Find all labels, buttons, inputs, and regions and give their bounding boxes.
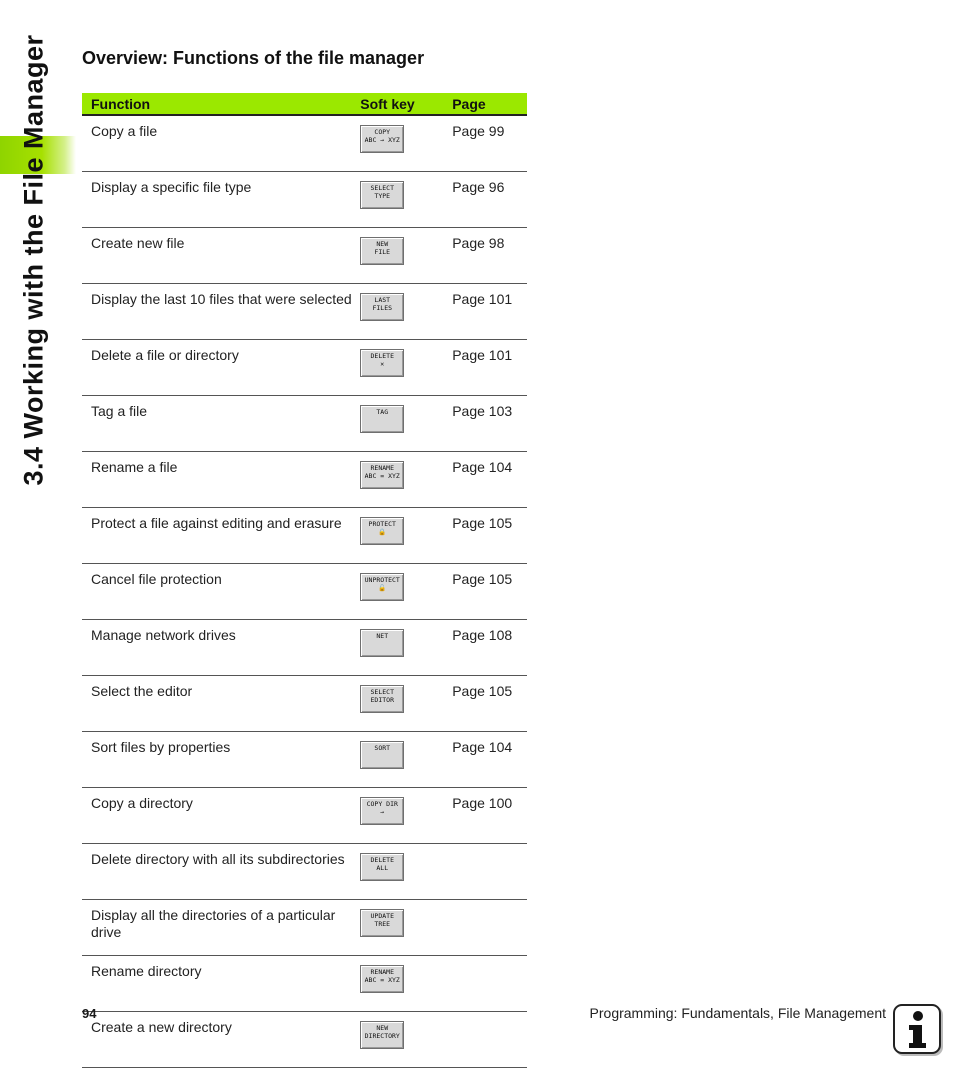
softkey-cell: [360, 115, 448, 172]
softkey-label-line1: COPY DIR: [366, 800, 398, 808]
softkey-label-line1: NET: [376, 632, 389, 640]
softkey-label-line2: →: [380, 808, 385, 816]
softkey-button[interactable]: [360, 573, 404, 601]
page-reference: Page 108: [448, 620, 527, 676]
softkey-cell: [360, 172, 448, 228]
softkey-cell: [360, 284, 448, 340]
table-row: [82, 284, 527, 340]
softkey-label-line1: DELETE: [370, 352, 394, 360]
softkey-label-line2: ALL: [376, 864, 389, 872]
softkey-label-line2: FILES: [372, 304, 393, 312]
function-cell: Display the last 10 files that were selected: [82, 284, 360, 340]
softkey-label-line2: EDITOR: [370, 696, 394, 704]
softkey-cell: [360, 676, 448, 732]
softkey-button[interactable]: [360, 853, 404, 881]
table-row: [82, 564, 527, 620]
softkey-cell: [360, 788, 448, 844]
table-row: [82, 1012, 527, 1068]
table-row: [82, 956, 527, 1012]
table-row: [82, 396, 527, 452]
function-cell: Rename directory: [82, 956, 360, 1012]
table-row: [82, 732, 527, 788]
function-cell: Cancel file protection: [82, 564, 360, 620]
softkey-cell: [360, 340, 448, 396]
function-cell: Manage network drives: [82, 620, 360, 676]
softkey-label-line2: 🔓: [378, 584, 387, 592]
softkey-label-line2: 🔒: [378, 528, 387, 536]
table-row: [82, 844, 527, 900]
function-cell: Display a specific file type: [82, 172, 360, 228]
table-row: [82, 115, 527, 172]
softkey-button[interactable]: [360, 685, 404, 713]
function-cell: Create a new directory: [82, 1012, 360, 1068]
function-cell: Delete directory with all its subdirectories: [82, 844, 360, 900]
softkey-label-line1: RENAME: [370, 968, 394, 976]
softkey-button[interactable]: [360, 349, 404, 377]
softkey-cell: [360, 396, 448, 452]
function-cell: Tag a file: [82, 396, 360, 452]
softkey-label-line1: UNPROTECT: [364, 576, 400, 584]
file-manager-functions-table: [82, 93, 527, 1068]
softkey-label-line1: SORT: [374, 744, 391, 752]
softkey-label-line1: PROTECT: [368, 520, 396, 528]
function-cell: Protect a file against editing and erasure: [82, 508, 360, 564]
softkey-label-line1: NEW: [376, 240, 389, 248]
softkey-button[interactable]: [360, 965, 404, 993]
softkey-label-line1: SELECT: [370, 184, 394, 192]
function-cell: Select the editor: [82, 676, 360, 732]
function-cell: Delete a file or directory: [82, 340, 360, 396]
table-row: [82, 172, 527, 228]
softkey-label-line2: DIRECTORY: [364, 1032, 400, 1040]
section-title: Overview: Functions of the file manager: [82, 48, 425, 68]
page-reference: Page 99: [448, 115, 527, 172]
table-row: [82, 676, 527, 732]
table-row: [82, 340, 527, 396]
softkey-label-line2: ABC = XYZ: [364, 976, 400, 984]
page-reference: [448, 956, 527, 1012]
softkey-cell: [360, 844, 448, 900]
header-function: Function: [82, 93, 360, 115]
softkey-button[interactable]: [360, 237, 404, 265]
function-cell: Display all the directories of a particular drive: [82, 900, 360, 956]
softkey-button[interactable]: [360, 125, 404, 153]
softkey-button[interactable]: [360, 741, 404, 769]
page-reference: Page 104: [448, 732, 527, 788]
softkey-label-line2: TYPE: [374, 192, 391, 200]
header-page: Page: [448, 93, 527, 115]
softkey-button[interactable]: [360, 1021, 404, 1049]
table-row: [82, 508, 527, 564]
table-row: [82, 900, 527, 956]
softkey-label-line1: RENAME: [370, 464, 394, 472]
table-header-row: [82, 93, 527, 115]
softkey-button[interactable]: [360, 461, 404, 489]
softkey-cell: [360, 620, 448, 676]
softkey-button[interactable]: [360, 909, 404, 937]
softkey-cell: [360, 228, 448, 284]
page-reference: Page 98: [448, 228, 527, 284]
softkey-button[interactable]: [360, 797, 404, 825]
function-cell: Copy a file: [82, 115, 360, 172]
page-reference: Page 103: [448, 396, 527, 452]
softkey-cell: [360, 1012, 448, 1068]
footer-text: Programming: Fundamentals, File Management: [589, 1005, 886, 1021]
page-reference: Page 105: [448, 676, 527, 732]
softkey-label-line1: NEW: [376, 1024, 389, 1032]
page-number: 94: [82, 1006, 97, 1021]
softkey-cell: [360, 956, 448, 1012]
chapter-side-title: 3.4 Working with the File Manager: [18, 34, 49, 486]
page-reference: Page 104: [448, 452, 527, 508]
softkey-button[interactable]: [360, 517, 404, 545]
table-row: [82, 620, 527, 676]
softkey-cell: [360, 564, 448, 620]
softkey-label-line2: ABC → XYZ: [364, 136, 400, 144]
page-reference: Page 101: [448, 284, 527, 340]
softkey-cell: [360, 732, 448, 788]
softkey-label-line1: TAG: [376, 408, 389, 416]
table-row: [82, 452, 527, 508]
softkey-label-line2: FILE: [374, 248, 391, 256]
function-cell: Create new file: [82, 228, 360, 284]
softkey-label-line1: SELECT: [370, 688, 394, 696]
softkey-label-line2: ABC = XYZ: [364, 472, 400, 480]
page-reference: Page 105: [448, 564, 527, 620]
page-reference: Page 100: [448, 788, 527, 844]
softkey-button[interactable]: [360, 293, 404, 321]
softkey-button[interactable]: [360, 405, 404, 433]
softkey-label-line1: DELETE: [370, 856, 394, 864]
function-cell: Rename a file: [82, 452, 360, 508]
softkey-label-line2: ✕: [380, 360, 385, 368]
softkey-cell: [360, 508, 448, 564]
softkey-label-line2: TREE: [374, 920, 391, 928]
page-reference: [448, 1012, 527, 1068]
page-reference: [448, 900, 527, 956]
softkey-label-line1: UPDATE: [370, 912, 394, 920]
function-cell: Sort files by properties: [82, 732, 360, 788]
page-reference: Page 101: [448, 340, 527, 396]
softkey-cell: [360, 900, 448, 956]
softkey-label-line1: COPY: [374, 128, 391, 136]
softkey-cell: [360, 452, 448, 508]
table-row: [82, 228, 527, 284]
table-row: [82, 788, 527, 844]
function-cell: Copy a directory: [82, 788, 360, 844]
page-reference: Page 96: [448, 172, 527, 228]
page-reference: Page 105: [448, 508, 527, 564]
softkey-button[interactable]: [360, 629, 404, 657]
softkey-label-line1: LAST: [374, 296, 391, 304]
header-soft-key: Soft key: [360, 93, 448, 115]
page-reference: [448, 844, 527, 900]
softkey-button[interactable]: [360, 181, 404, 209]
info-icon: [893, 1004, 941, 1054]
